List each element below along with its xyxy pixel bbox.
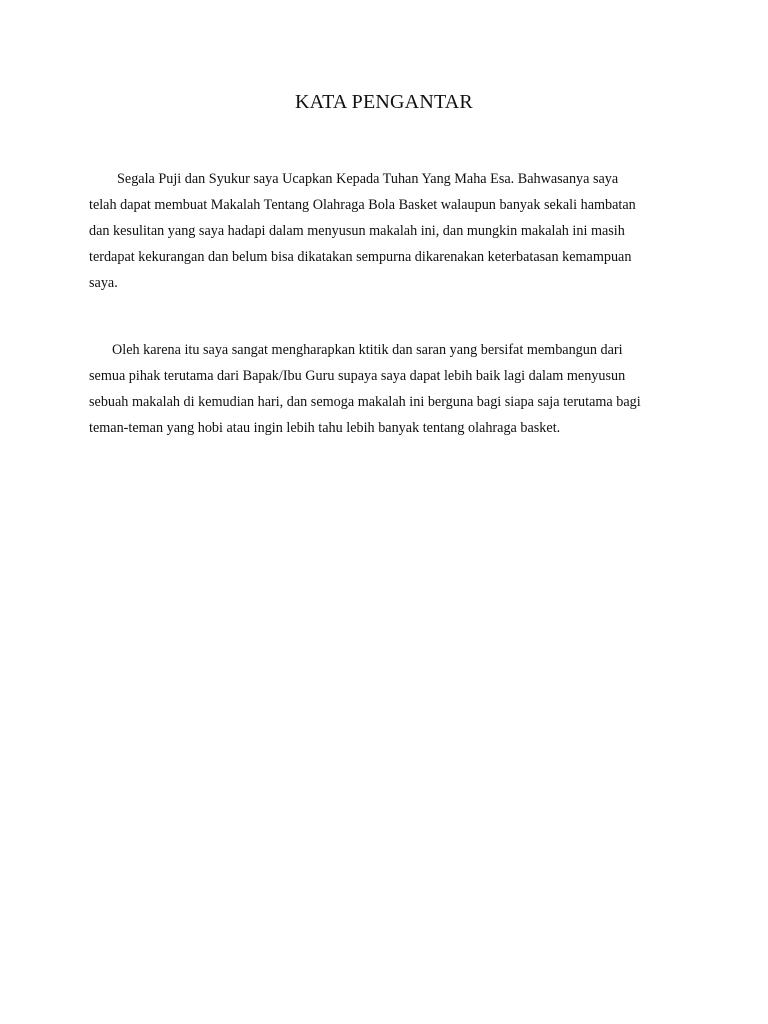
paragraph-line: dan kesulitan yang saya hadapi dalam menyusun makalah ini, dan mungkin makalah ini masih: [89, 223, 625, 239]
page-title: KATA PENGANTAR: [295, 91, 473, 113]
paragraph-line: Oleh karena itu saya sangat mengharapkan ktitik dan saran yang bersifat membangun dari: [112, 342, 623, 358]
paragraph-request: [89, 337, 679, 441]
paragraph-line: teman-teman yang hobi atau ingin lebih tahu lebih banyak tentang olahraga basket.: [89, 420, 561, 436]
paragraph-line: terdapat kekurangan dan belum bisa dikatakan sempurna dikarenakan keterbatasan kemampuan: [89, 249, 632, 265]
paragraph-line: sebuah makalah di kemudian hari, dan semoga makalah ini berguna bagi siapa saja terutama bagi: [89, 394, 641, 410]
paragraph-line: telah dapat membuat Makalah Tentang Olahraga Bola Basket walaupun banyak sekali hambatan: [89, 197, 636, 213]
paragraph-line: semua pihak terutama dari Bapak/Ibu Guru supaya saya dapat lebih baik lagi dalam menyusun: [89, 368, 626, 384]
paragraph-line: saya.: [89, 275, 118, 291]
paragraph-opening: [89, 166, 679, 296]
paragraph-line: Segala Puji dan Syukur saya Ucapkan Kepada Tuhan Yang Maha Esa. Bahwasanya saya: [117, 171, 619, 187]
